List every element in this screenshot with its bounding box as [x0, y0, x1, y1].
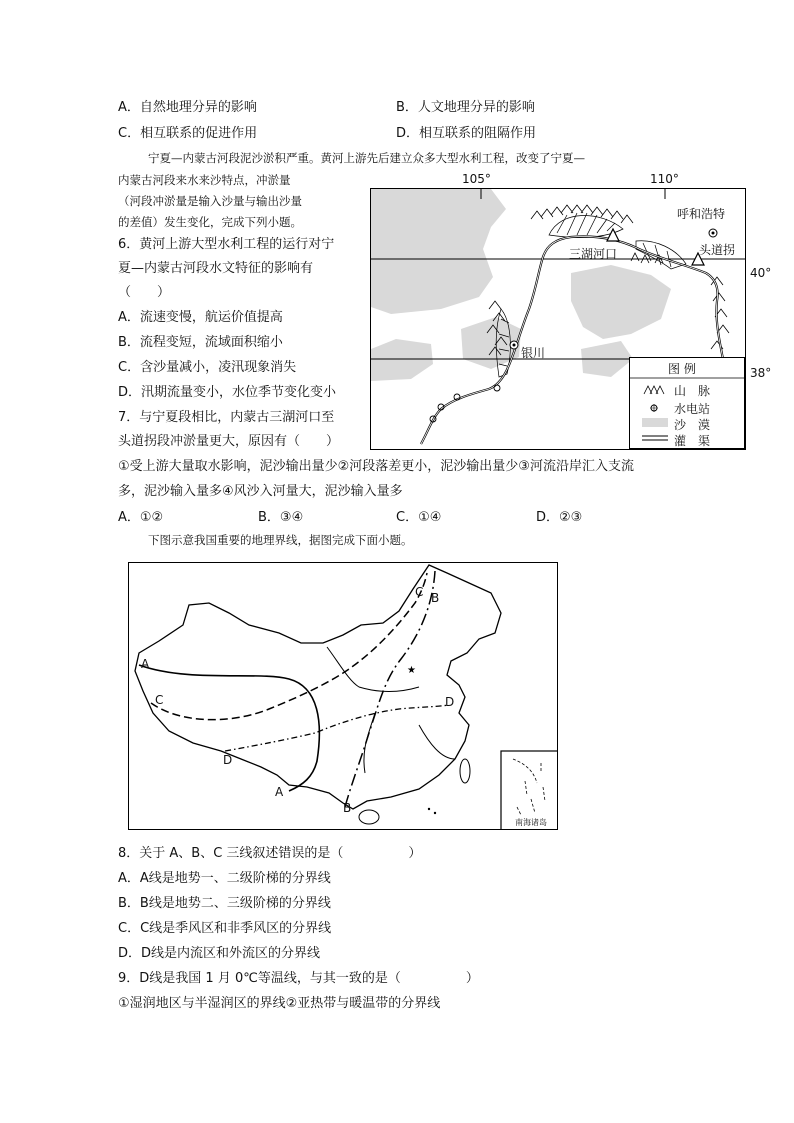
map2-label-b-north: B [431, 591, 440, 605]
line-d [225, 705, 449, 751]
map2-label-a-west: A [141, 657, 150, 671]
map1-lat-40: 40° [750, 266, 772, 280]
q5-option-b: B．人文地理分异的影响 [396, 100, 535, 115]
map1-lon-105: 105° [462, 172, 491, 186]
passage1-line-4: 的差值）发生变化，完成下列小题。 [118, 215, 302, 229]
capital-star-icon: ★ [407, 665, 416, 676]
q7-stem-1: 7．与宁夏段相比，内蒙古三湖河口至 [118, 410, 335, 425]
q6-option-c: C．含沙量减小，凌汛现象消失 [118, 360, 297, 375]
line-b [345, 571, 435, 807]
yellow-river-map [370, 188, 746, 450]
legend-canal-icon [642, 436, 668, 440]
passage1-line-1: 宁夏—内蒙古河段泥沙淤积严重。黄河上游先后建立众多大型水利工程，改变了宁夏— [148, 151, 585, 165]
q6-stem-1: 6．黄河上游大型水利工程的运行对宁 [118, 237, 335, 252]
passage2-text: 下图示意我国重要的地理界线，据图完成下面小题。 [148, 533, 413, 547]
q8-option-d: D．D线是内流区和外流区的分界线 [118, 946, 321, 961]
map2-label-a-south: A [275, 785, 284, 799]
china-boundary-map [128, 562, 558, 830]
q7-stem-2: 头道拐段冲淤量更大，原因有（ ） [118, 434, 340, 449]
map2-label-d-west: D [223, 753, 233, 767]
sanhuhekou-station-icon [607, 229, 619, 241]
legend-item-mountain: 山 脉 [674, 384, 711, 398]
label-huhehaote: 呼和浩特 [677, 207, 726, 221]
q6-option-d: D．汛期流量变小，水位季节变化变小 [118, 385, 337, 400]
line-c [151, 573, 427, 720]
q7-option-a: A．①② [118, 510, 164, 525]
q7-option-d: D．②③ [536, 510, 583, 525]
passage1-line-2: 内蒙古河段来水来沙特点，冲淤量 [118, 173, 291, 187]
map2-label-d-east: D [445, 695, 455, 709]
passage1-line-3: （河段冲淤量是输入沙量与输出沙量 [118, 194, 302, 208]
q8-option-b: B．B线是地势二、三级阶梯的分界线 [118, 896, 331, 911]
legend-hydropower-icon [650, 404, 658, 412]
map-legend [629, 357, 745, 449]
q8-option-c: C．C线是季风区和非季风区的分界线 [118, 921, 332, 936]
q7-statement-1: ①受上游大量取水影响，泥沙输出量少②河段落差更小，泥沙输出量少③河流沿岸汇入支流 [118, 459, 634, 474]
map1-lat-38: 38° [750, 366, 772, 380]
q9-stem: 9．D线是我国 1 月 0℃等温线，与其一致的是（ ） [118, 971, 479, 986]
hydropower-stations [430, 385, 500, 422]
legend-item-hydropower: 水电站 [674, 402, 711, 416]
legend-desert-icon [642, 418, 668, 427]
map1-lon-110: 110° [650, 172, 679, 186]
map2-label-b-south: B [343, 801, 352, 815]
q7-option-c: C．①④ [396, 510, 442, 525]
taiwan-island [460, 759, 470, 783]
map2-label-c-west: C [155, 693, 164, 707]
legend-item-canal: 灌 渠 [674, 434, 711, 448]
q5-option-d: D．相互联系的阻隔作用 [396, 126, 537, 141]
q6-option-a: A．流速变慢，航运价值提高 [118, 310, 283, 325]
q8-option-a: A．A线是地势一、二级阶梯的分界线 [118, 871, 331, 886]
hainan-island [359, 810, 379, 824]
q7-statement-2: 多，泥沙输入量多④风沙入河量大，泥沙输入量多 [118, 484, 403, 499]
q6-option-b: B．流程变短，流域面积缩小 [118, 335, 283, 350]
map2-label-c-north: C [415, 585, 424, 599]
q7-option-b: B．③④ [258, 510, 304, 525]
legend-mountain-icon [644, 386, 664, 394]
q9-statement: ①湿润地区与半湿润区的界线②亚热带与暖温带的分界线 [118, 996, 441, 1011]
label-yinchuan: 银川 [521, 346, 546, 360]
label-toudaoguai: 头道拐 [699, 243, 736, 257]
q5-option-a: A．自然地理分异的影响 [118, 100, 257, 115]
legend-title: 图 例 [668, 362, 696, 376]
legend-item-desert: 沙 漠 [674, 418, 711, 432]
q8-stem: 8．关于 A、B、C 三线叙述错误的是（ ） [118, 846, 422, 861]
china-outline [135, 565, 501, 809]
label-sanhuhekou: 三湖河口 [569, 247, 618, 261]
q6-stem-2: 夏—内蒙古河段水文特征的影响有 [118, 261, 314, 276]
inset-label: 南海诸岛 [515, 818, 547, 827]
q6-stem-3: （ ） [118, 285, 171, 300]
q5-option-c: C．相互联系的促进作用 [118, 126, 258, 141]
